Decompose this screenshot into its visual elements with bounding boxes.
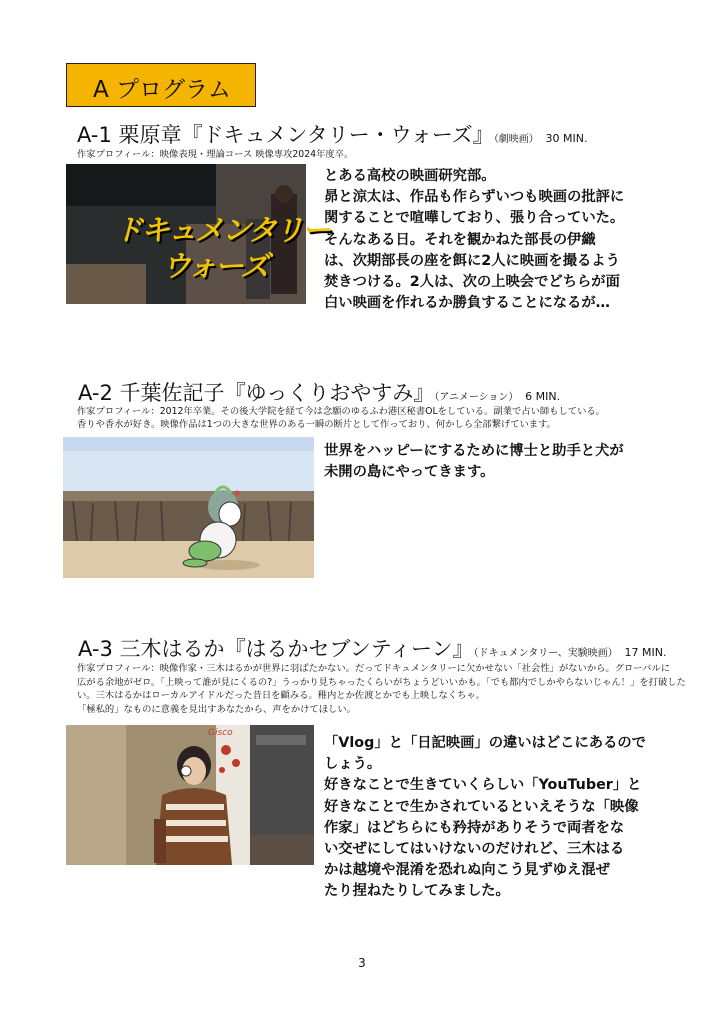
synopsis-line: 未開の島にやってきます。 bbox=[324, 464, 495, 481]
thumbnail-sign-text: Gisco bbox=[208, 728, 233, 738]
portrait-scene-image bbox=[66, 725, 314, 865]
synopsis-line: 好きなことで生きていくらしい「YouTuber」と bbox=[324, 777, 642, 794]
profile-line: 広がる余地がゼロ。「上映って誰が見にくるの?」うっかり見ちゃったくらいがちょうどいいかも。「でも都内でしかやらないじゃん！」を打破した bbox=[77, 676, 686, 688]
synopsis-line: 関することで喧嘩しており、張り合っていた。 bbox=[324, 210, 625, 227]
synopsis-line: とある高校の映画研究部。 bbox=[324, 168, 496, 184]
entry-a1-title-line bbox=[77, 119, 587, 149]
thumbnail-title-line-1: ドキュメンタリー bbox=[114, 213, 329, 247]
entry-a1-thumbnail bbox=[66, 164, 329, 304]
synopsis-line: かは越境や混淆を恐れぬ向こう見ずゆえ混ぜ bbox=[324, 862, 610, 879]
entry-title: 千葉佐記子『ゆっくりおやすみ』 bbox=[119, 381, 435, 405]
program-header-label: A プログラム bbox=[93, 77, 231, 103]
thumbnail-title-line-2: ウォーズ bbox=[162, 249, 268, 283]
entry-a1-synopsis bbox=[324, 166, 624, 314]
entry-a2-synopsis bbox=[324, 441, 624, 483]
profile-line: 作家プロフィール：2012年卒業。その後大学院を経て今は念願のゆるふわ港区秘書OLをしている。副業で占い師もしている。 bbox=[77, 406, 605, 417]
profile-line: 香りや香水が好き。映像作品は1つの大きな世界のある一瞬の断片として作っており、何かしら全部繋げています。 bbox=[77, 419, 556, 430]
synopsis-line: 焚きつける。2人は、次の上映会でどちらが面 bbox=[324, 274, 620, 291]
entry-a2-thumbnail bbox=[63, 437, 314, 578]
entry-code: A-1 bbox=[77, 123, 112, 147]
synopsis-line: 好きなことで生かされているといえそうな「映像 bbox=[324, 798, 639, 815]
synopsis-line: 作家」はどちらにも矜持がありそうで両者をな bbox=[324, 819, 625, 836]
program-header-box bbox=[66, 63, 256, 107]
synopsis-line: 世界をハッピーにするために博士と助手と犬が bbox=[324, 443, 624, 459]
synopsis-line: そんなある日。それを観かねた部長の伊織 bbox=[324, 231, 596, 248]
entry-a3-thumbnail bbox=[66, 725, 314, 865]
entry-genre: （劇映画） bbox=[493, 134, 539, 145]
entry-genre: （ドキュメンタリー、実験映画） bbox=[473, 648, 618, 659]
page-number: 3 bbox=[358, 956, 366, 970]
profile-line: い。三木はるかはローカルアイドルだった昔日を顧みる。稚内とか佐渡とかでも上映しなくちゃ。 bbox=[77, 690, 486, 701]
profile-line: 「極私的」なものに意義を見出すあなたから、声をかけてほしい。 bbox=[77, 703, 356, 715]
entry-duration: 6 MIN. bbox=[525, 390, 561, 403]
entry-a1-profile bbox=[77, 148, 353, 161]
entry-code: A-3 bbox=[78, 637, 113, 661]
synopsis-line: い交ぜにしてはいけないのだけれど、三木はる bbox=[324, 841, 625, 858]
entry-a2-title-line bbox=[78, 377, 560, 407]
entry-code: A-2 bbox=[78, 381, 113, 405]
entry-a3-profile bbox=[77, 662, 686, 716]
synopsis-line: は、次期部長の座を餌に2人に映画を撮るよう bbox=[324, 252, 620, 269]
animation-scene-image bbox=[63, 437, 314, 578]
synopsis-line: しょう。 bbox=[324, 756, 382, 773]
entry-duration: 30 MIN. bbox=[545, 132, 588, 145]
synopsis-line: 昴と涼太は、作品も作らずいつも映画の批評に bbox=[324, 189, 625, 206]
entry-title: 栗原章『ドキュメンタリー・ウォーズ』 bbox=[118, 123, 494, 147]
entry-a2-profile bbox=[77, 405, 605, 431]
entry-a3-synopsis bbox=[324, 733, 646, 903]
profile-line: 作家プロフィール：映像表現・理論コース 映像専攻2024年度卒。 bbox=[77, 149, 354, 160]
synopsis-line: 白い映画を作れるか勝負することになるが… bbox=[324, 295, 610, 312]
entry-genre: （アニメーション） bbox=[434, 392, 519, 403]
synopsis-line: 「Vlog」と「日記映画」の違いはどこにあるので bbox=[324, 735, 646, 751]
entry-title: 三木はるか『はるかセブンティーン』 bbox=[119, 637, 474, 661]
synopsis-line: たり捏ねたりしてみました。 bbox=[324, 883, 510, 900]
entry-a3-title-line bbox=[78, 633, 666, 663]
entry-duration: 17 MIN. bbox=[624, 646, 667, 659]
profile-line: 作家プロフィール：映像作家・三木はるかが世界に羽ばたかない。だってドキュメンタリーに欠かせない「社会性」がないから。グローバルに bbox=[77, 663, 671, 674]
